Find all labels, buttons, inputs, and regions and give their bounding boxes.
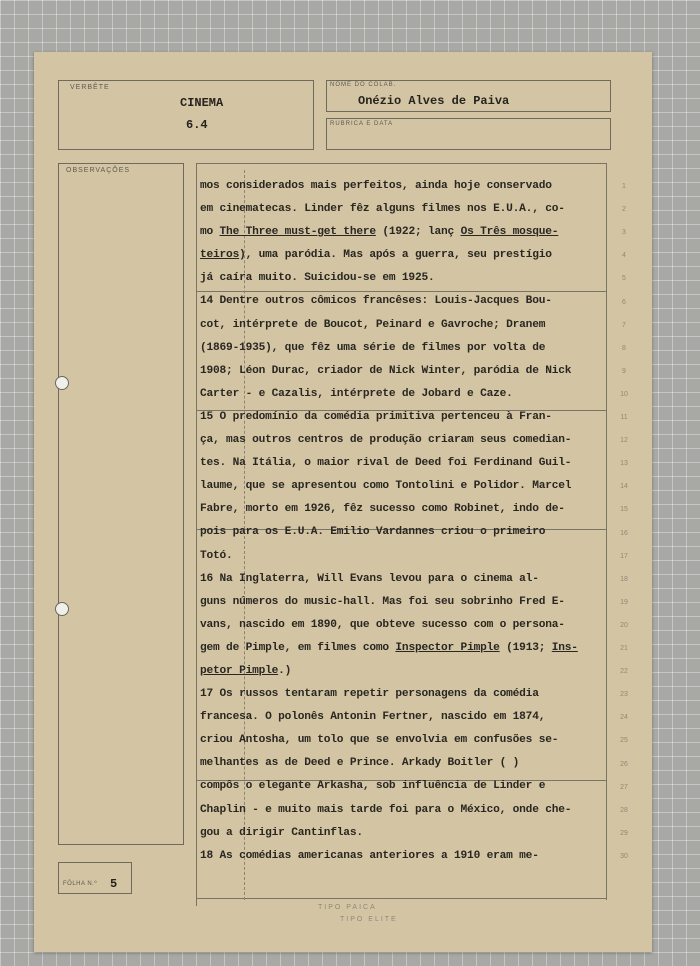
text-line (200, 198, 605, 221)
line-number: 18 (620, 575, 628, 583)
line-number: 29 (620, 829, 628, 837)
text-line (200, 475, 605, 498)
verbete-value: CINEMA (180, 96, 224, 110)
text-line (200, 637, 605, 660)
text-line (200, 822, 605, 845)
line-number: 30 (620, 852, 628, 860)
text-line (200, 568, 605, 591)
text-line (200, 845, 605, 868)
text-segment: francesa. O polonês Antonin Fertner, nascido em 1874, (200, 711, 546, 724)
text-segment: Chaplin - e muito mais tarde foi para o México, onde che- (200, 803, 572, 816)
text-line (200, 775, 605, 798)
folha-label: FÔLHA N.º (63, 881, 98, 887)
underlined-title: The Three must-get there (219, 226, 376, 239)
text-segment: (1922; lanç (375, 226, 461, 239)
text-line (200, 498, 605, 521)
text-line (200, 383, 605, 406)
underlined-title: Inspector Pimple (395, 641, 500, 654)
line-number: 16 (620, 529, 628, 537)
line-number: 28 (620, 806, 628, 814)
line-number: 20 (620, 621, 628, 629)
text-segment: compôs o elegante Arkasha, sob influência de Linder e (200, 780, 546, 793)
line-number: 12 (620, 437, 628, 445)
tipo-elite-label: TIPO ELITE (340, 916, 398, 923)
line-number: 6 (622, 298, 626, 306)
text-segment: (1869-1935), que fêz uma série de filmes por volta de (200, 341, 546, 354)
text-segment: tes. Na Itália, o maior rival de Deed foi Ferdinand Guil- (200, 457, 572, 470)
tipo-paica-label: TIPO PAICA (318, 904, 377, 911)
observacoes-label: OBSERVAÇÕES (66, 167, 131, 174)
line-number: 10 (620, 390, 628, 398)
line-number: 9 (622, 367, 626, 375)
line-number: 26 (620, 760, 628, 768)
text-line (200, 175, 605, 198)
text-line (200, 799, 605, 822)
colab-label: NOME DO COLAB. (330, 82, 397, 88)
text-segment: gem de Pimple, em filmes como (200, 641, 396, 654)
text-segment: mos considerados mais perfeitos, ainda hoje conservado (200, 180, 552, 192)
text-line (200, 429, 605, 452)
verbete-number: 6.4 (186, 118, 208, 132)
punch-hole-top (55, 376, 69, 390)
rubrica-label: RUBRICA E DATA (330, 121, 394, 127)
text-segment: vans, nascido em 1890, que obteve sucesso com o persona- (200, 618, 565, 631)
text-line (200, 267, 605, 290)
text-segment: mo (200, 226, 220, 239)
text-line (200, 360, 605, 383)
text-segment: 16 Na Inglaterra, Will Evans levou para o cinema al- (200, 572, 539, 585)
text-line (200, 752, 605, 775)
text-line (200, 683, 605, 706)
underlined-title: Ins- (551, 641, 578, 654)
text-line (200, 521, 605, 544)
line-number: 24 (620, 714, 628, 722)
line-number: 7 (622, 321, 626, 329)
text-line (200, 591, 605, 614)
text-line (200, 221, 605, 244)
text-segment: Fabre, morto em 1926, fêz sucesso como Robinet, indo de- (200, 503, 565, 516)
text-line (200, 406, 605, 429)
text-segment: (1913; (499, 641, 552, 654)
text-segment: gou a dirigir Cantinflas. (200, 826, 363, 839)
line-number: 5 (622, 275, 626, 283)
text-segment: 17 Os russos tentaram repetir personagens da comédia (200, 688, 539, 701)
text-line (200, 614, 605, 637)
line-number: 11 (620, 414, 628, 421)
typed-text-body (200, 175, 605, 868)
text-area-top-rule (196, 163, 607, 164)
text-area-bottom-rule (196, 898, 607, 899)
text-segment: pois para os E.U.A. Emilio Vardannes criou o primeiro (200, 526, 546, 539)
text-segment: criou Antosha, um tolo que se envolvia em confusões se- (200, 734, 559, 747)
folha-box (58, 862, 132, 894)
text-segment: 15 O predomínio da comédia primitiva pertenceu à Fran- (200, 410, 552, 423)
verbete-label: VERBÊTE (70, 84, 110, 91)
line-number: 14 (620, 483, 628, 491)
line-number: 15 (620, 506, 628, 514)
line-number: 3 (622, 229, 626, 237)
line-number: 8 (622, 344, 626, 352)
text-segment: já caíra muito. Suicidou-se em 1925. (200, 272, 435, 285)
text-line (200, 290, 605, 313)
folha-value: 5 (110, 877, 118, 891)
line-number: 27 (620, 783, 628, 791)
line-number: 2 (622, 206, 626, 214)
underlined-title: Os Três mosque- (460, 226, 559, 239)
text-line (200, 545, 605, 568)
line-number: 17 (620, 552, 628, 560)
text-area-left-rule (196, 163, 197, 906)
text-segment: guns números do music-hall. Mas foi seu sobrinho Fred E- (200, 595, 565, 608)
line-number: 1 (622, 183, 626, 190)
punch-hole-bottom (55, 602, 69, 616)
line-number: 13 (620, 460, 628, 468)
text-segment: cot, intérprete de Boucot, Peinard e Gavroche; Dranem (200, 318, 546, 331)
text-line (200, 660, 605, 683)
text-segment: ), uma paródia. Mas após a guerra, seu prestígio (239, 249, 552, 262)
text-area-right-rule (606, 163, 607, 900)
colab-value: Onézio Alves de Paiva (358, 94, 510, 108)
text-segment: Totó. (200, 549, 233, 562)
line-number: 25 (620, 737, 628, 745)
text-segment: .) (278, 664, 292, 677)
text-segment: Carter - e Cazalis, intérprete de Jobard e Caze. (200, 387, 513, 400)
text-segment: 18 As comédias americanas anteriores a 1910 eram me- (200, 849, 539, 862)
text-line (200, 314, 605, 337)
line-number: 4 (622, 252, 626, 260)
text-segment: ça, mas outros centros de produção criaram seus comedian- (200, 434, 572, 447)
text-segment: laume, que se apresentou como Tontolini e Polidor. Marcel (200, 480, 572, 493)
text-segment: em cinematecas. Linder fêz alguns filmes nos E.U.A., co- (200, 203, 565, 216)
text-segment: 14 Dentre outros cômicos francêses: Louis-Jacques Bou- (200, 295, 552, 308)
observacoes-box (58, 163, 184, 845)
underlined-title: teiros (200, 249, 240, 262)
text-line (200, 706, 605, 729)
line-number: 22 (620, 668, 628, 676)
text-line (200, 337, 605, 360)
text-line (200, 244, 605, 267)
line-number: 21 (620, 645, 628, 652)
underlined-title: petor Pimple (200, 664, 279, 677)
text-segment: melhantes as de Deed e Prince. Arkady Boitler ( ) (200, 757, 520, 770)
text-line (200, 729, 605, 752)
line-number: 19 (620, 598, 628, 606)
text-segment: 1908; Léon Durac, criador de Nick Winter, paródia de Nick (200, 364, 572, 377)
text-line (200, 452, 605, 475)
line-number: 23 (620, 691, 628, 699)
